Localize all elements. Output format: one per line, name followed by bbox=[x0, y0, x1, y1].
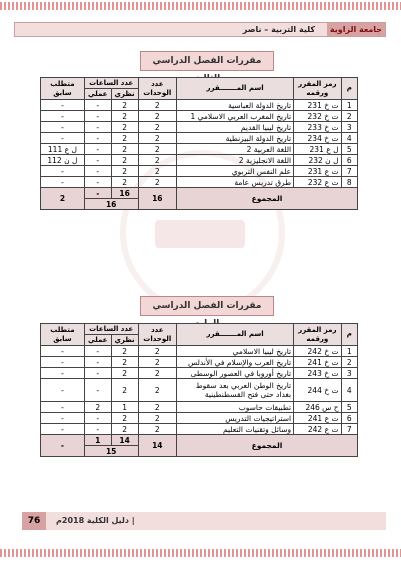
row-number: 3 bbox=[341, 122, 357, 133]
bottom-border-pattern bbox=[0, 549, 401, 557]
page-number: 76 bbox=[22, 512, 46, 530]
footer-text: دليل الكلية 2018م | bbox=[56, 516, 135, 525]
row-number: 8 bbox=[341, 177, 357, 188]
col-name: اسم المـــــــقرر bbox=[177, 324, 294, 346]
course-theory: 2 bbox=[111, 346, 138, 357]
course-units: 2 bbox=[138, 424, 177, 435]
table-row bbox=[41, 368, 358, 379]
course-practical: - bbox=[84, 357, 111, 368]
table-row bbox=[41, 413, 358, 424]
course-name: اللغة الانجليزية 2 bbox=[177, 155, 294, 166]
course-units: 2 bbox=[138, 144, 177, 155]
total-theory: 14 bbox=[111, 435, 138, 446]
course-code: ح س 246 bbox=[294, 402, 341, 413]
table-row bbox=[41, 111, 358, 122]
total-hours: 16 bbox=[84, 199, 138, 210]
course-practical: - bbox=[84, 368, 111, 379]
row-number: 7 bbox=[341, 166, 357, 177]
course-units: 2 bbox=[138, 368, 177, 379]
course-prereq: - bbox=[41, 177, 85, 188]
course-theory: 2 bbox=[111, 357, 138, 368]
row-number: 4 bbox=[341, 379, 357, 402]
course-code: ل ن 232 bbox=[294, 155, 341, 166]
course-name: اللغة العربية 2 bbox=[177, 144, 294, 155]
course-practical: - bbox=[84, 100, 111, 111]
course-code: ت ع 242 bbox=[294, 424, 341, 435]
table-row bbox=[41, 144, 358, 155]
course-prereq: - bbox=[41, 166, 85, 177]
total-units: 14 bbox=[138, 435, 177, 457]
course-code: ت خ 234 bbox=[294, 133, 341, 144]
row-number: 6 bbox=[341, 413, 357, 424]
course-prereq: - bbox=[41, 133, 85, 144]
course-units: 2 bbox=[138, 133, 177, 144]
course-prereq: - bbox=[41, 379, 85, 402]
course-theory: 2 bbox=[111, 368, 138, 379]
course-name: تاريخ أوروبا في العصور الوسطى bbox=[177, 368, 294, 379]
total-label: المجموع bbox=[177, 188, 358, 210]
table-row bbox=[41, 177, 358, 188]
course-name: طرق تدريس عامة bbox=[177, 177, 294, 188]
row-number: 7 bbox=[341, 424, 357, 435]
page-header bbox=[14, 22, 386, 37]
row-number: 1 bbox=[341, 346, 357, 357]
col-practical: عملي bbox=[84, 89, 111, 100]
course-prereq: - bbox=[41, 357, 85, 368]
course-prereq: - bbox=[41, 100, 85, 111]
row-number: 2 bbox=[341, 111, 357, 122]
course-units: 2 bbox=[138, 413, 177, 424]
table-row bbox=[41, 100, 358, 111]
total-row bbox=[41, 435, 358, 446]
course-code: ت ع 231 bbox=[294, 166, 341, 177]
course-prereq: - bbox=[41, 111, 85, 122]
course-practical: - bbox=[84, 155, 111, 166]
course-theory: 2 bbox=[111, 144, 138, 155]
total-theory: 16 bbox=[111, 188, 138, 199]
col-hours: عدد الساعات bbox=[84, 78, 138, 89]
course-theory: 2 bbox=[111, 177, 138, 188]
course-units: 2 bbox=[138, 166, 177, 177]
course-practical: - bbox=[84, 177, 111, 188]
course-theory: 2 bbox=[111, 100, 138, 111]
total-prereq: 2 bbox=[41, 188, 85, 210]
course-practical: - bbox=[84, 166, 111, 177]
table-row bbox=[41, 166, 358, 177]
col-code: رمز المقرر ورقمه bbox=[294, 324, 341, 346]
semester4-title: مقررات الفصل الدراسي bbox=[140, 296, 274, 316]
course-code: ت خ 244 bbox=[294, 379, 341, 402]
course-name: علم النفس التربوي bbox=[177, 166, 294, 177]
course-name: تاريخ العرب والإسلام في الأندلس bbox=[177, 357, 294, 368]
col-practical: عملي bbox=[84, 335, 111, 346]
row-number: 2 bbox=[341, 357, 357, 368]
col-units: عدد الوحدات bbox=[138, 78, 177, 100]
course-theory: 2 bbox=[111, 122, 138, 133]
row-number: 6 bbox=[341, 155, 357, 166]
total-prereq: - bbox=[41, 435, 85, 457]
course-name: استراتيجيات التدريس bbox=[177, 413, 294, 424]
course-code: ت خ 241 bbox=[294, 357, 341, 368]
table-row bbox=[41, 133, 358, 144]
course-practical: - bbox=[84, 346, 111, 357]
course-theory: 2 bbox=[111, 133, 138, 144]
course-code: ت خ 233 bbox=[294, 122, 341, 133]
faculty-label: كلية التربية – ناصر bbox=[242, 25, 315, 34]
course-units: 2 bbox=[138, 155, 177, 166]
semester4-table bbox=[40, 323, 358, 457]
course-units: 2 bbox=[138, 177, 177, 188]
row-number: 1 bbox=[341, 100, 357, 111]
total-practical: - bbox=[84, 188, 111, 199]
course-name: تاريخ ليبيا القديم bbox=[177, 122, 294, 133]
col-theory: نظري bbox=[111, 335, 138, 346]
course-code: ل ع 231 bbox=[294, 144, 341, 155]
course-practical: - bbox=[84, 122, 111, 133]
table-row bbox=[41, 346, 358, 357]
course-prereq: ل ن 112 bbox=[41, 155, 85, 166]
col-m: م bbox=[341, 78, 357, 100]
table-row bbox=[41, 357, 358, 368]
course-practical: - bbox=[84, 379, 111, 402]
course-practical: 2 bbox=[84, 402, 111, 413]
table-row bbox=[41, 122, 358, 133]
course-name: تطبيقات حاسوب bbox=[177, 402, 294, 413]
course-code: ت خ 232 bbox=[294, 111, 341, 122]
course-units: 2 bbox=[138, 346, 177, 357]
table-row bbox=[41, 402, 358, 413]
row-number: 4 bbox=[341, 133, 357, 144]
table-row bbox=[41, 379, 358, 402]
total-hours: 15 bbox=[84, 446, 138, 457]
course-units: 2 bbox=[138, 100, 177, 111]
course-theory: 2 bbox=[111, 155, 138, 166]
col-hours: عدد الساعات bbox=[84, 324, 138, 335]
course-units: 2 bbox=[138, 379, 177, 402]
course-name: تاريخ المغرب العربي الاسلامي 1 bbox=[177, 111, 294, 122]
course-prereq: - bbox=[41, 402, 85, 413]
course-code: ت خ 243 bbox=[294, 368, 341, 379]
total-row bbox=[41, 188, 358, 199]
col-m: م bbox=[341, 324, 357, 346]
seal-book-mark bbox=[155, 220, 245, 248]
table-row bbox=[41, 424, 358, 435]
course-prereq: ل ع 111 bbox=[41, 144, 85, 155]
col-code: رمز المقرر ورقمه bbox=[294, 78, 341, 100]
course-units: 2 bbox=[138, 357, 177, 368]
course-prereq: - bbox=[41, 424, 85, 435]
table-row bbox=[41, 155, 358, 166]
col-prereq: متطلب سابق bbox=[41, 78, 85, 100]
course-theory: 2 bbox=[111, 379, 138, 402]
col-theory: نظري bbox=[111, 89, 138, 100]
course-prereq: - bbox=[41, 413, 85, 424]
course-name: تاريخ الدولة البيزنطية bbox=[177, 133, 294, 144]
total-label: المجموع bbox=[177, 435, 358, 457]
course-practical: - bbox=[84, 144, 111, 155]
col-prereq: متطلب سابق bbox=[41, 324, 85, 346]
course-code: ت خ 242 bbox=[294, 346, 341, 357]
course-theory: 2 bbox=[111, 424, 138, 435]
row-number: 5 bbox=[341, 144, 357, 155]
course-name: تاريخ ليبيا الاسلامي bbox=[177, 346, 294, 357]
course-code: ت خ 231 bbox=[294, 100, 341, 111]
course-name: تاريخ الوطن العربي بعد سقوط بغداد حتى فتح القسطنطينية bbox=[177, 379, 294, 402]
course-units: 2 bbox=[138, 122, 177, 133]
total-units: 16 bbox=[138, 188, 177, 210]
course-practical: - bbox=[84, 133, 111, 144]
course-units: 2 bbox=[138, 402, 177, 413]
course-name: تاريخ الدولة العباسية bbox=[177, 100, 294, 111]
semester3-title: مقررات الفصل الدراسي bbox=[140, 51, 274, 71]
course-theory: 2 bbox=[111, 111, 138, 122]
course-practical: - bbox=[84, 424, 111, 435]
col-name: اسم المـــــــقرر bbox=[177, 78, 294, 100]
course-theory: 2 bbox=[111, 413, 138, 424]
course-practical: - bbox=[84, 111, 111, 122]
course-code: ت ع 232 bbox=[294, 177, 341, 188]
university-label: جامعة الزاوية bbox=[327, 23, 385, 36]
course-units: 2 bbox=[138, 111, 177, 122]
course-code: ت ع 241 bbox=[294, 413, 341, 424]
col-units: عدد الوحدات bbox=[138, 324, 177, 346]
course-prereq: - bbox=[41, 122, 85, 133]
semester3-table bbox=[40, 77, 358, 210]
course-theory: 1 bbox=[111, 402, 138, 413]
row-number: 3 bbox=[341, 368, 357, 379]
row-number: 5 bbox=[341, 402, 357, 413]
course-practical: - bbox=[84, 413, 111, 424]
course-prereq: - bbox=[41, 346, 85, 357]
top-border-pattern bbox=[0, 2, 401, 10]
course-theory: 2 bbox=[111, 166, 138, 177]
total-practical: 1 bbox=[84, 435, 111, 446]
course-prereq: - bbox=[41, 368, 85, 379]
course-name: وسائل وتقنيات التعليم bbox=[177, 424, 294, 435]
